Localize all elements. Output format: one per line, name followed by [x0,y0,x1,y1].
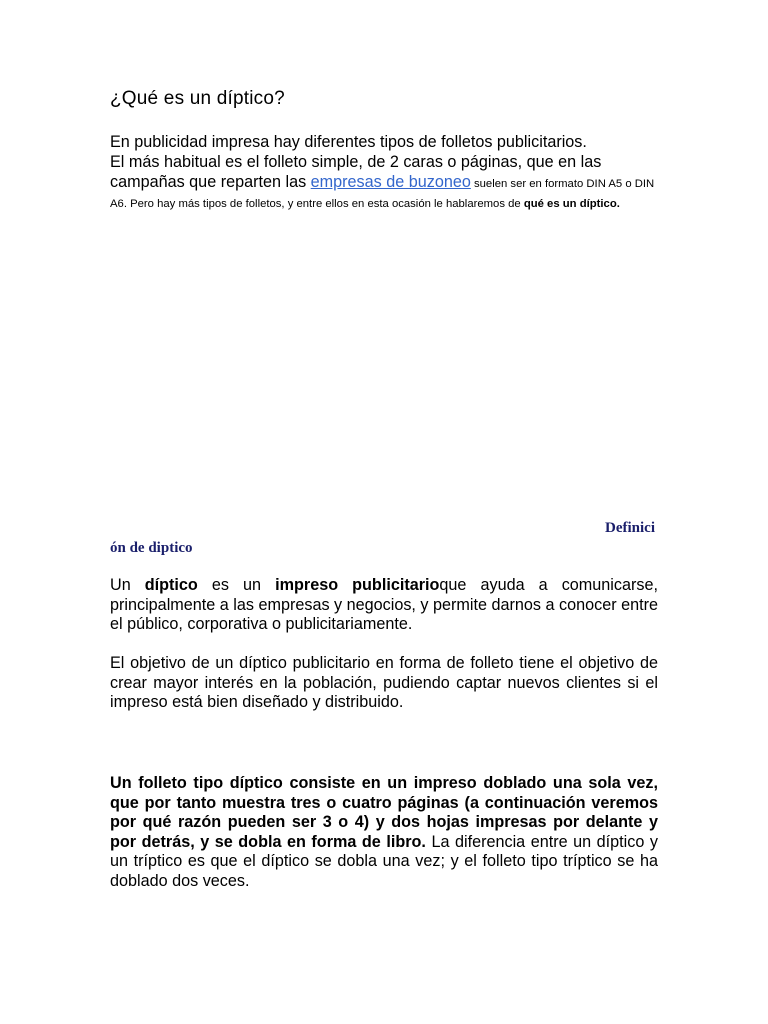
intro-small-bold: qué es un díptico. [523,198,620,210]
p1-bold-diptico: díptico [144,576,198,594]
paragraph-objective: El objetivo de un díptico publicitario en forma de folleto tiene el objetivo de crear mayor interés en la población, pudiendo captar nuevos clientes si el impreso está bien diseñado y distribuido. [110,654,658,711]
intro-small-text: suelen ser en formato DIN A5 o DIN A6. Pero hay más tipos de folletos, y entre ellos en esta ocasión le hablaremos de [110,178,655,210]
intro-paragraph [110,132,670,212]
p1-text-3: que ayuda a comunicarse, principalmente a las empresas y negocios, y permite darnos a conocer entre el público, corporativa o publicitariamente. [110,576,658,633]
p3-bold-text: Un folleto tipo díptico consiste en un impreso doblado una sola vez, que por tanto muestra tres o cuatro páginas (a continuación veremos por qué razón pueden ser 3 o 4) y dos hojas impresas por delante y por detrás, y se dobla en forma de libro. [110,774,658,851]
definition-heading-part2: ón de diptico [110,540,193,556]
p3-normal-text: La diferencia entre un díptico y un tríptico es que el díptico se dobla una vez; y el folleto tipo tríptico se ha doblado dos veces. [110,832,658,890]
page-title: ¿Qué es un díptico? [110,88,285,109]
buzoneo-link[interactable]: empresas de buzoneo [310,173,471,191]
paragraph-folleto [110,774,658,891]
intro-line-2: El más habitual es el folleto simple, de 2 caras o páginas, que en las [110,153,602,171]
definition-heading-part1: Definici [605,520,655,536]
p1-text-2: es un [197,576,276,594]
paragraph-definition [110,576,658,635]
p1-text-1: Un [110,576,145,594]
p1-bold-impreso: impreso publicitario [275,576,440,594]
intro-line-1: En publicidad impresa hay diferentes tipos de folletos publicitarios. [110,133,587,151]
intro-line-3: campañas que reparten las [110,173,311,191]
